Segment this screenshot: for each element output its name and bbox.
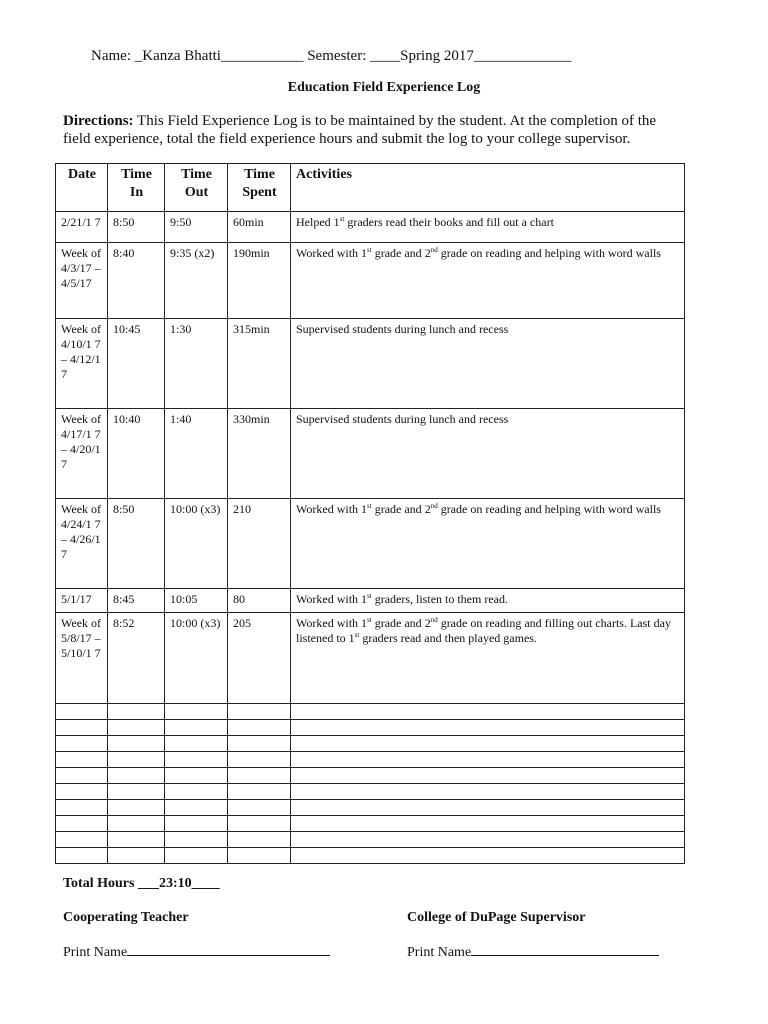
cell-time-spent: 190min bbox=[228, 243, 291, 319]
cell-time-out: 10:00 (x3) bbox=[165, 499, 228, 589]
table-header-row bbox=[56, 164, 685, 212]
cell-time-in: 10:40 bbox=[108, 409, 165, 499]
cell-time-out: 1:30 bbox=[165, 319, 228, 409]
cell-time-out: 9:50 bbox=[165, 212, 228, 243]
header-date: Date bbox=[56, 164, 108, 212]
cooperating-teacher-heading: Cooperating Teacher bbox=[63, 910, 189, 925]
cell-time-spent: 315min bbox=[228, 319, 291, 409]
empty-row bbox=[56, 768, 685, 784]
header-time-in: Time In bbox=[108, 164, 165, 212]
name-value: _Kanza Bhatti___________ bbox=[134, 48, 304, 64]
cell-time-in: 8:52 bbox=[108, 613, 165, 704]
cell-time-spent: 60min bbox=[228, 212, 291, 243]
cell-date: Week of 4/3/17 – 4/5/17 bbox=[56, 243, 108, 319]
table-row bbox=[56, 319, 685, 409]
empty-row bbox=[56, 704, 685, 720]
cell-time-out: 1:40 bbox=[165, 409, 228, 499]
supervisor-print-name-line[interactable] bbox=[471, 943, 659, 956]
teacher-print-name bbox=[63, 943, 330, 961]
empty-row bbox=[56, 736, 685, 752]
semester-value: ____Spring 2017_____________ bbox=[370, 48, 572, 64]
header-activities: Activities bbox=[291, 164, 685, 212]
table-row bbox=[56, 243, 685, 319]
cell-time-spent: 330min bbox=[228, 409, 291, 499]
teacher-print-name-line[interactable] bbox=[127, 943, 330, 956]
total-hours-value: ___23:10____ bbox=[137, 876, 220, 891]
student-info-line bbox=[91, 48, 571, 65]
cell-time-spent: 205 bbox=[228, 613, 291, 704]
directions-paragraph bbox=[63, 112, 673, 148]
name-label: Name: bbox=[91, 48, 135, 64]
semester-label: Semester: bbox=[303, 48, 371, 64]
table-row bbox=[56, 613, 685, 704]
cell-time-out: 10:00 (x3) bbox=[165, 613, 228, 704]
cell-activities: Worked with 1st grade and 2nd grade on reading and filling out charts. Last day listened to 1st graders read and then played games. bbox=[291, 613, 685, 704]
cell-time-out: 10:05 bbox=[165, 589, 228, 613]
table-row bbox=[56, 212, 685, 243]
empty-row bbox=[56, 832, 685, 848]
cell-activities: Worked with 1st grade and 2nd grade on reading and helping with word walls bbox=[291, 499, 685, 589]
total-hours bbox=[63, 876, 220, 892]
total-hours-label: Total Hours bbox=[63, 876, 138, 891]
cell-time-spent: 80 bbox=[228, 589, 291, 613]
cell-time-in: 8:45 bbox=[108, 589, 165, 613]
field-experience-table bbox=[55, 163, 685, 864]
cell-time-in: 8:50 bbox=[108, 499, 165, 589]
print-name-label: Print Name bbox=[63, 945, 128, 960]
table-row bbox=[56, 589, 685, 613]
empty-row bbox=[56, 848, 685, 864]
cell-time-in: 10:45 bbox=[108, 319, 165, 409]
empty-row bbox=[56, 720, 685, 736]
print-name-label: Print Name bbox=[407, 945, 472, 960]
table-body bbox=[56, 212, 685, 864]
cell-date: Week of 4/17/1 7 – 4/20/1 7 bbox=[56, 409, 108, 499]
cell-time-spent: 210 bbox=[228, 499, 291, 589]
cell-date: 2/21/1 7 bbox=[56, 212, 108, 243]
cell-activities: Helped 1st graders read their books and fill out a chart bbox=[291, 212, 685, 243]
cell-date: Week of 5/8/17 – 5/10/1 7 bbox=[56, 613, 108, 704]
directions-text: This Field Experience Log is to be maintained by the student. At the completion of the field experience, total the field experience hours and submit the log to your college supervisor. bbox=[63, 113, 657, 147]
cell-date: Week of 4/10/1 7 – 4/12/1 7 bbox=[56, 319, 108, 409]
table-row bbox=[56, 499, 685, 589]
cell-activities: Supervised students during lunch and recess bbox=[291, 319, 685, 409]
cell-activities: Worked with 1st grade and 2nd grade on reading and helping with word walls bbox=[291, 243, 685, 319]
cell-activities: Supervised students during lunch and recess bbox=[291, 409, 685, 499]
directions-label: Directions: bbox=[63, 113, 134, 129]
supervisor-print-name bbox=[407, 943, 659, 961]
cell-date: 5/1/17 bbox=[56, 589, 108, 613]
empty-row bbox=[56, 800, 685, 816]
document-title: Education Field Experience Log bbox=[287, 80, 481, 95]
cell-time-out: 9:35 (x2) bbox=[165, 243, 228, 319]
header-time-spent: Time Spent bbox=[228, 164, 291, 212]
empty-row bbox=[56, 784, 685, 800]
cell-time-in: 8:50 bbox=[108, 212, 165, 243]
supervisor-heading: College of DuPage Supervisor bbox=[407, 910, 586, 925]
header-time-out: Time Out bbox=[165, 164, 228, 212]
empty-row bbox=[56, 752, 685, 768]
cell-activities: Worked with 1st graders, listen to them read. bbox=[291, 589, 685, 613]
table-row bbox=[56, 409, 685, 499]
empty-row bbox=[56, 816, 685, 832]
cell-time-in: 8:40 bbox=[108, 243, 165, 319]
cell-date: Week of 4/24/1 7 – 4/26/1 7 bbox=[56, 499, 108, 589]
